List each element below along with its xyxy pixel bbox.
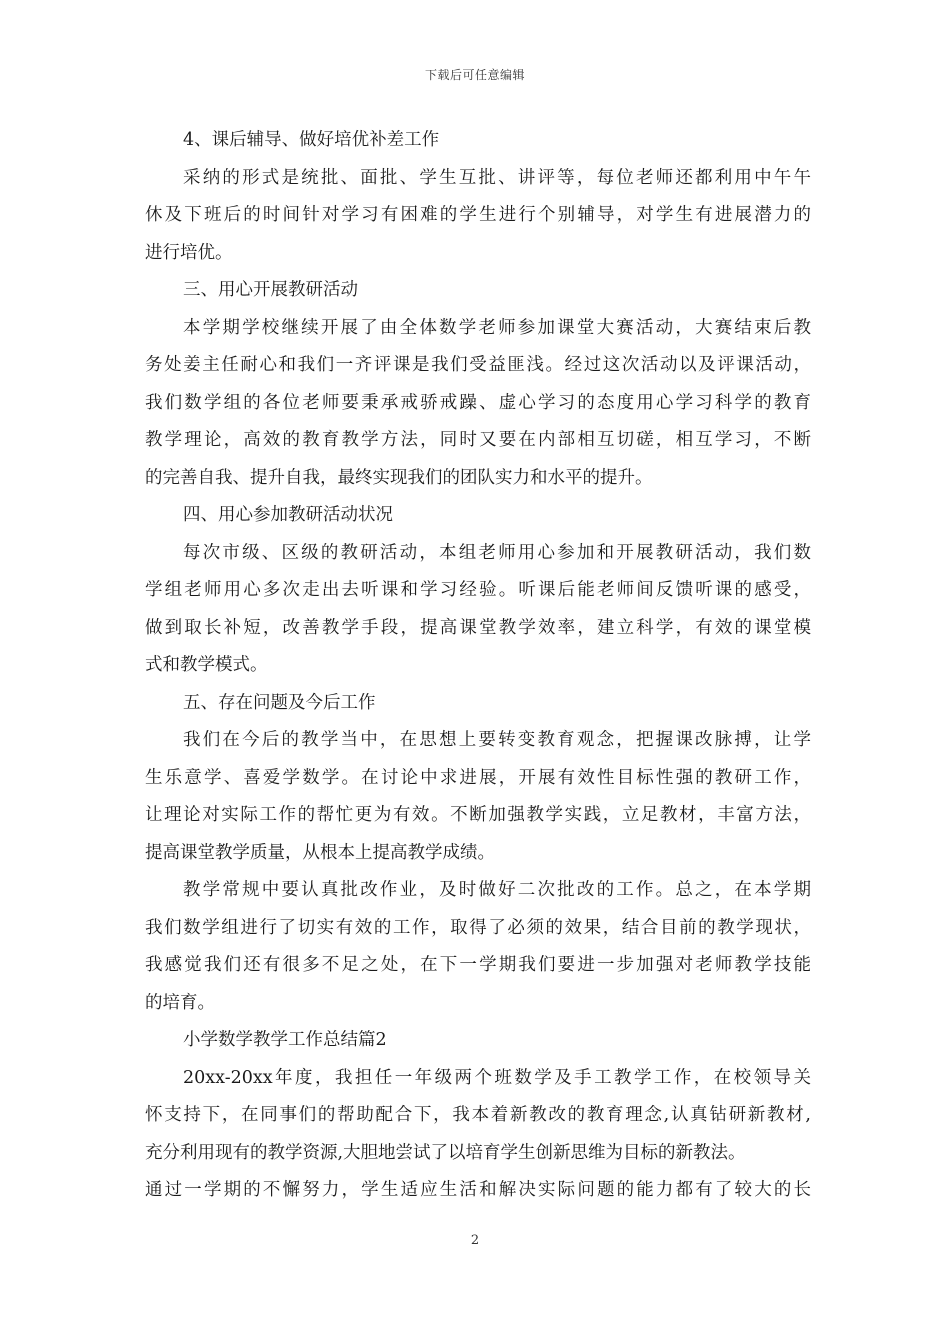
text-line: 我感觉我们还有很多不足之处，在下一学期我们要进一步加强对老师教学技能 [145, 955, 811, 975]
text-line: 采纳的形式是统批、面批、学生互批、讲评等，每位老师还都利用中午午 [183, 167, 811, 188]
page-header: 下载后可任意编辑 [424, 68, 525, 82]
text-line: 充分利用现有的教学资源,大胆地尝试了以培育学生创新思维为目标的新教法。 [145, 1142, 746, 1163]
text-line: 四、用心参加教研活动状况 [183, 505, 393, 525]
text-line: 式和教学模式。 [145, 655, 268, 675]
text-line: 20xx-20xx年度，我担任一年级两个班数学及手工教学工作，在校领导关 [183, 1067, 811, 1088]
text-line: 我们数学组的各位老师要秉承戒骄戒躁、虚心学习的态度用心学习科学的教育 [145, 392, 811, 413]
text-line: 本学期学校继续开展了由全体数学老师参加课堂大赛活动，大赛结束后教 [183, 317, 811, 338]
text-line: 休及下班后的时间针对学习有困难的学生进行个别辅导，对学生有进展潜力的 [145, 205, 811, 225]
text-line: 我们在今后的教学当中，在思想上要转变教育观念，把握课改脉搏，让学 [183, 730, 811, 750]
text-line: 的完善自我、提升自我，最终实现我们的团队实力和水平的提升。 [145, 467, 653, 488]
text-line: 我们数学组进行了切实有效的工作，取得了必须的效果，结合目前的教学现状， [145, 917, 811, 938]
document-body [145, 122, 811, 1210]
text-line: 怀支持下，在同事们的帮助配合下，我本着新教改的教育理念,认真钻研新教材, [145, 1105, 811, 1125]
text-line: 通过一学期的不懈努力，学生适应生活和解决实际问题的能力都有了较大的长 [145, 1180, 811, 1200]
text-line: 小学数学教学工作总结篇2 [183, 1030, 387, 1050]
text-line: 务处姜主任耐心和我们一齐评课是我们受益匪浅。经过这次活动以及评课活动， [145, 355, 811, 375]
text-line: 教学理论，高效的教育教学方法，同时又要在内部相互切磋，相互学习，不断 [145, 430, 811, 450]
text-line: 五、存在问题及今后工作 [183, 692, 376, 713]
text-line: 做到取长补短，改善教学手段，提高课堂教学效率，建立科学，有效的课堂模 [145, 617, 811, 638]
text-line: 提高课堂教学质量，从根本上提高教学成绩。 [145, 842, 495, 863]
text-line: 教学常规中要认真批改作业，及时做好二次批改的工作。总之，在本学期 [183, 880, 811, 900]
text-line: 学组老师用心多次走出去听课和学习经验。听课后能老师间反馈听课的感受， [145, 580, 811, 600]
text-line: 的培育。 [145, 992, 215, 1013]
text-line: 三、用心开展教研活动 [183, 280, 358, 300]
text-line: 每次市级、区级的教研活动，本组老师用心参加和开展教研活动，我们数 [183, 542, 811, 563]
text-line: 生乐意学、喜爱学数学。在讨论中求进展，开展有效性目标性强的教研工作， [145, 767, 811, 788]
text-line: 4、课后辅导、做好培优补差工作 [183, 130, 440, 150]
page-number: 2 [470, 1233, 480, 1248]
text-line: 进行培优。 [145, 242, 233, 263]
text-line: 让理论对实际工作的帮忙更为有效。不断加强教学实践，立足教材，丰富方法， [145, 805, 811, 825]
